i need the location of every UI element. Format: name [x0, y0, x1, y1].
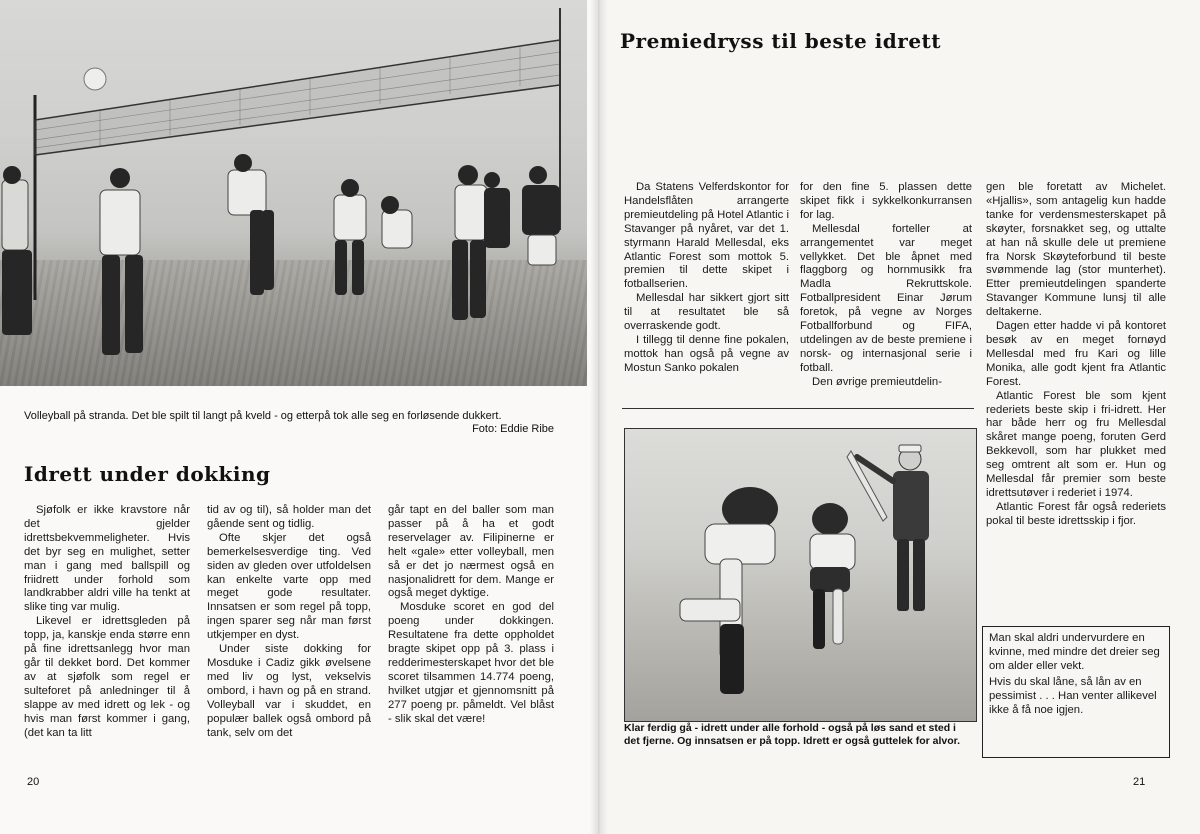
caption-text: Volleyball på stranda. Det ble spilt til langt på kveld - og etterpå tok alle seg en forløsende dukkert.	[24, 410, 502, 422]
sprint-caption: Klar ferdig gå - idrett under alle forhold - også på løs sand et sted i det fjerne. Og innsatsen er på topp. Idrett er også guttelek for alvor.	[624, 722, 961, 747]
volleyball-photo	[0, 0, 587, 386]
paragraph: Ofte skjer det også bemerkelsesverdige ting. Ved siden av gleden over utfoldelsen kan enkelte varte opp med meget gode resultater. Innsatsen er som regel på topp, ingen sparer seg når man først utkjemper en dyst.	[207, 531, 371, 642]
paragraph: Under siste dokking for Mosduke i Cadiz gikk øvelsene med liv og lyst, vekselvis ombord, i havn og på en strand. Volleyball var i skuddet, en populær ballek også ombord på tank, selv om det	[207, 643, 371, 739]
paragraph: Mellesdal forteller at arrangementet var meget vellykket. Det ble åpnet med flaggborg og hornmusikk fra Madla Rekruttskole. Fotballpresident Einar Jørum foretok, på vegne av Norges Fotballforbund og FIFA, utdelingen av de beste premiene i norsk- og internasjonal serie i fotball.	[800, 222, 972, 374]
sprint-start-photo	[624, 428, 977, 722]
paragraph: Den øvrige premieutdelin-	[812, 375, 942, 388]
left-page	[0, 0, 598, 834]
paragraph: går tapt en del baller som man passer på å ha et godt reservelager av. Filipinerne er helt «gale» etter volleyball, men så er det jo nærmest også en nasjonalidrett for dem. Mange er også meget dyktige.	[388, 504, 554, 600]
article-column-3	[388, 504, 554, 727]
article-column-1	[24, 504, 190, 740]
paragraph: Sjøfolk er ikke kravstore når det gjelder idrettsbekvemmeligheter. Hvis det byr seg en mulighet, setter man i gang med ballspill og friidrett under forhold som landkrabber aldri ville ha tenkt at slike ting var mulig.	[24, 504, 190, 614]
article-column-5	[800, 181, 972, 390]
paragraph: gen ble foretatt av Michelet. «Hjallis», som antagelig kun hadde tanke for verdensmesterskapet på skøyter, forsnakket seg, og uttalte at han nå skulle dele ut premiene fra Norsk Skøyteforbund til beste svømmende lag (stor munterhet). Etter premieutdelingen spanderte Stavanger Kommune lunsj til alle deltakerne.	[986, 181, 1166, 319]
paragraph: Atlantic Forest får også rederiets pokal til beste idrettsskip i fjor.	[986, 500, 1166, 527]
article-column-6	[986, 181, 1166, 529]
paragraph: Dagen etter hadde vi på kontoret besøk av en meget fornøyd Mellesdal med fru Kari og lille Monika, alle godt kjent fra Atlantic Forest.	[986, 320, 1166, 388]
paragraph: Da Statens Velferdskontor for Handelsflåten arrangerte premieutdeling på Hotel Atlantic i Stavanger på nyåret, var det 1. styrmann Harald Mellesdal, eks Atlantic Forest som mottok 5. premien til dette skipet i fotballserien.	[624, 181, 789, 291]
paragraph: for den fine 5. plassen dette skipet fikk i sykkelkonkurransen for lag.	[800, 181, 972, 221]
paragraph: Mosduke scoret en god del poeng under dokkingen. Resultatene fra dette oppholdet bragte skipet opp på 3. plass i redderimesterskapet hvor det ble scoret tilsammen 14.774 poeng, hvilket utgjør et gjennomsnitt på 277 poeng pr. påmeldt. Vel blåst - slik skal det være!	[388, 601, 554, 725]
paragraph: Mellesdal har sikkert gjort sitt til at resultatet ble så overraskende godt.	[624, 292, 789, 333]
column-divider-rule	[622, 408, 974, 409]
quote-text: Hvis du skal låne, så lån av en pessimist . . . Han venter allikevel ikke å få noe igjen.	[989, 676, 1157, 716]
sprint-scene	[625, 429, 976, 721]
photo-credit: Foto: Eddie Ribe	[472, 423, 554, 435]
paragraph: Atlantic Forest ble som kjent rederiets beste skip i fri-idrett. Her har både herr og fru Mellesdal skåret mange poeng, foruten Gerd Bekkevoll, som har plukket med seg omtrent alt som er. Hun og Mellesdal får premier som beste idrettsutøver i rederiet i 1974.	[986, 389, 1166, 499]
quote-text: Man skal aldri undervurdere en kvinne, med mindre det dreier seg om alder eller vekt.	[989, 632, 1160, 672]
page-number-right: 21	[1133, 776, 1146, 788]
volleyball-caption	[24, 410, 554, 435]
paragraph: Likevel er idrettsgleden på topp, ja, kanskje enda større enn på fine idrettsanlegg hvor man går til dekket bord. Det kommer av at sjøfolk som regel er sulteforet på anledninger til å slappe av med idrett og lek - og hvis man først kommer i gang, (det kan ta litt	[24, 615, 190, 739]
page-number-left: 20	[27, 776, 40, 788]
article-headline-left: Idrett under dokking	[24, 462, 271, 486]
volleyball-scene	[0, 0, 587, 386]
article-headline-right: Premiedryss til beste idrett	[620, 29, 942, 53]
paragraph: tid av og til), så holder man det gående sent og tidlig.	[207, 504, 371, 530]
article-column-2	[207, 504, 371, 740]
quote-box	[982, 626, 1170, 758]
article-column-4	[624, 181, 789, 376]
paragraph: I tillegg til denne fine pokalen, mottok han også på vegne av Mostun Sanko pokalen	[624, 333, 789, 374]
binding-gutter	[590, 0, 608, 834]
